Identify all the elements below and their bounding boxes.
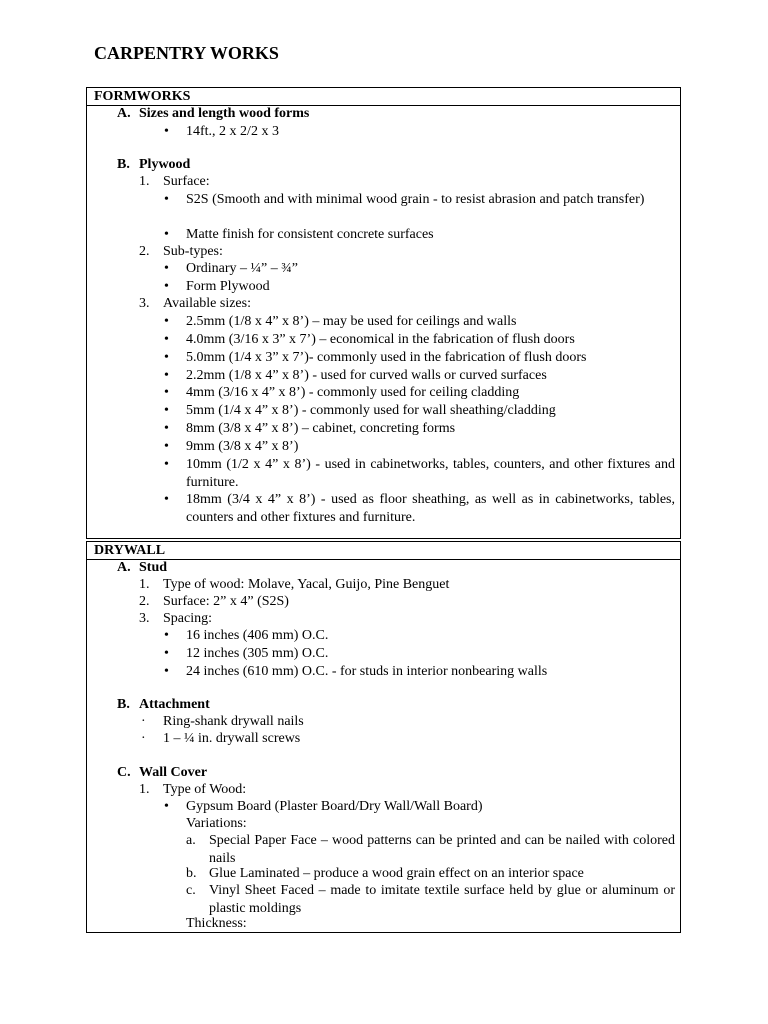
formworks-heading: FORMWORKS <box>87 88 680 106</box>
list-item: 9mm (3/8 x 4” x 8’) <box>186 439 299 454</box>
list-item: 14ft., 2 x 2/2 x 3 <box>186 124 279 139</box>
bullet-icon: • <box>164 457 169 472</box>
list-item: Surface: 2” x 4” (S2S) <box>163 594 289 609</box>
bullet-icon: • <box>164 368 169 383</box>
bullet-icon: • <box>164 664 169 679</box>
list-label-type-of-wood: Type of Wood: <box>163 782 247 797</box>
list-marker: 1. <box>139 174 150 189</box>
bullet-icon: • <box>164 646 169 661</box>
list-item: Vinyl Sheet Faced – made to imitate textile surface held by glue or aluminum or plastic moldings <box>209 883 675 916</box>
list-item: 24 inches (610 mm) O.C. - for studs in interior nonbearing walls <box>186 664 548 679</box>
list-item: Ring-shank drywall nails <box>163 714 304 729</box>
list-marker: C. <box>117 765 131 780</box>
subsection-title-sizes: Sizes and length wood forms <box>139 106 310 121</box>
list-item: Special Paper Face – wood patterns can be printed and can be nailed with colored nails <box>209 833 675 866</box>
list-item: Type of wood: Molave, Yacal, Guijo, Pine Benguet <box>163 577 450 592</box>
list-marker: b. <box>186 866 197 881</box>
list-item: Glue Laminated – produce a wood grain effect on an interior space <box>209 866 584 881</box>
bullet-icon: • <box>164 124 169 139</box>
dot-icon: · <box>141 731 146 746</box>
bullet-icon: • <box>164 492 169 507</box>
bullet-icon: • <box>164 403 169 418</box>
bullet-icon: • <box>164 799 169 814</box>
list-item: 2.5mm (1/8 x 4” x 8’) – may be used for ceilings and walls <box>186 314 517 329</box>
list-item: 2.2mm (1/8 x 4” x 8’) - used for curved walls or curved surfaces <box>186 368 547 383</box>
subsection-title-stud: Stud <box>139 560 168 575</box>
list-marker: a. <box>186 833 196 848</box>
list-label-subtypes: Sub-types: <box>163 244 223 259</box>
subsection-title-plywood: Plywood <box>139 157 191 172</box>
bullet-icon: • <box>164 350 169 365</box>
list-marker: 1. <box>139 782 150 797</box>
list-marker: 2. <box>139 244 150 259</box>
list-label-surface: Surface: <box>163 174 210 189</box>
list-marker: B. <box>117 157 130 172</box>
bullet-icon: • <box>164 421 169 436</box>
list-item: S2S (Smooth and with minimal wood grain - to resist abrasion and patch transfer) <box>186 192 645 207</box>
dot-icon: · <box>141 714 146 729</box>
document-title: CARPENTRY WORKS <box>94 43 279 63</box>
list-label-sizes: Available sizes: <box>163 296 251 311</box>
list-marker: 3. <box>139 296 150 311</box>
list-marker: 2. <box>139 594 150 609</box>
list-marker: B. <box>117 697 130 712</box>
list-item: 4.0mm (3/16 x 3” x 7’) – economical in the fabrication of flush doors <box>186 332 575 347</box>
list-item: 5.0mm (1/4 x 3” x 7’)- commonly used in the fabrication of flush doors <box>186 350 587 365</box>
list-item: Ordinary – ¼” – ¾” <box>186 261 298 276</box>
bullet-icon: • <box>164 628 169 643</box>
list-item: 1 – ¼ in. drywall screws <box>163 731 301 746</box>
list-item: 8mm (3/8 x 4” x 8’) – cabinet, concreting forms <box>186 421 456 436</box>
list-marker: 1. <box>139 577 150 592</box>
list-item: Gypsum Board (Plaster Board/Dry Wall/Wall Board) <box>186 799 483 814</box>
bullet-icon: • <box>164 385 169 400</box>
bullet-icon: • <box>164 227 169 242</box>
list-item: Matte finish for consistent concrete surfaces <box>186 227 434 242</box>
variations-label: Variations: <box>186 816 247 831</box>
subsection-title-attachment: Attachment <box>139 697 210 712</box>
list-marker: A. <box>117 106 131 121</box>
bullet-icon: • <box>164 314 169 329</box>
list-item: 10mm (1/2 x 4” x 8’) - used in cabinetworks, tables, counters, and other fixtures and furniture. <box>186 457 675 490</box>
bullet-icon: • <box>164 261 169 276</box>
thickness-label: Thickness: <box>186 916 247 931</box>
bullet-icon: • <box>164 332 169 347</box>
list-item: 12 inches (305 mm) O.C. <box>186 646 329 661</box>
list-item: Form Plywood <box>186 279 270 294</box>
drywall-heading: DRYWALL <box>87 542 680 560</box>
bullet-icon: • <box>164 439 169 454</box>
subsection-title-wall-cover: Wall Cover <box>139 765 208 780</box>
bullet-icon: • <box>164 192 169 207</box>
list-item: 16 inches (406 mm) O.C. <box>186 628 329 643</box>
list-item: 5mm (1/4 x 4” x 8’) - commonly used for wall sheathing/cladding <box>186 403 556 418</box>
bullet-icon: • <box>164 279 169 294</box>
list-item: 18mm (3/4 x 4” x 8’) - used as floor sheathing, as well as in cabinetworks, tables, counters and other fixtures and furniture. <box>186 492 675 525</box>
list-marker: A. <box>117 560 131 575</box>
list-marker: c. <box>186 883 196 898</box>
list-marker: 3. <box>139 611 150 626</box>
list-item: 4mm (3/16 x 4” x 8’) - commonly used for ceiling cladding <box>186 385 520 400</box>
list-label-spacing: Spacing: <box>163 611 212 626</box>
